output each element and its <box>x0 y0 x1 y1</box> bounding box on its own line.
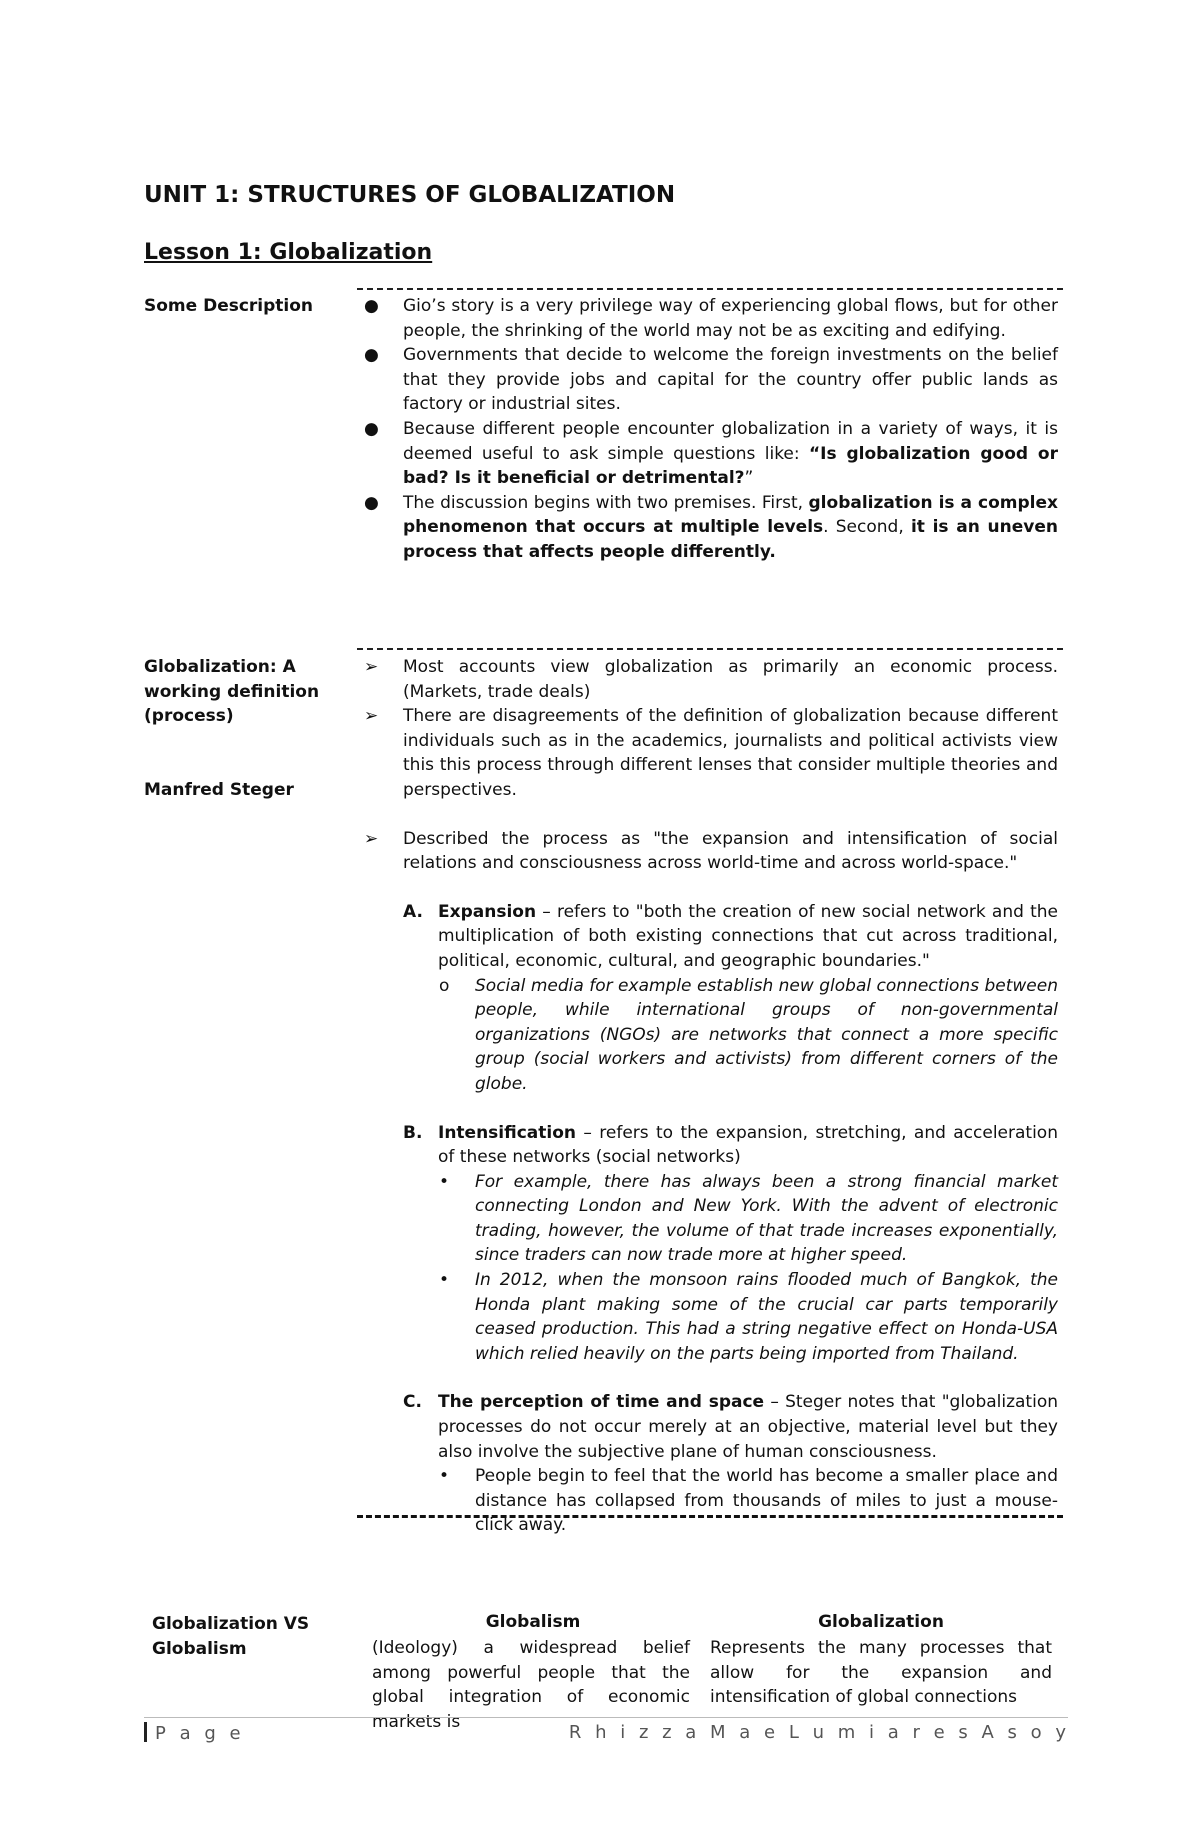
list-item: • For example, there has always been a strong financial market connecting London and New York. With the advent of electronic trading, however, the volume of that trade increases exponentially, since traders can now trade more at higher speed. <box>439 1171 1058 1266</box>
footer-rule <box>144 1717 1068 1718</box>
page-footer-author: R h i z z a M a e L u m i a r e s A s o y <box>568 1722 1070 1743</box>
globalization-definition: Represents the many processes that allow for the expansion and intensification of global connections <box>710 1638 1052 1707</box>
list-item: o Social media for example establish new global connections between people, while international groups of non-governmental organizations (NGOs) are networks that connect a more specific group (social workers and activists) from different corners of the globe. <box>439 975 1058 1094</box>
section2-side-label: Globalization: A working definition (process) <box>144 657 320 726</box>
list-item: ➢ Most accounts view globalization as primarily an economic process. (Markets, trade deals) <box>364 657 1058 702</box>
list-item: ● Gio’s story is a very privilege way of experiencing global flows, but for other people, the shrinking of the world may not be as exciting and edifying. <box>364 296 1058 341</box>
bullet-icon: • <box>439 1270 450 1291</box>
definition-item-intensification: B. Intensification – refers to the expansion, stretching, and acceleration of these networks (social networks) <box>403 1122 1058 1168</box>
section2-side-label-author: Manfred Steger <box>144 780 294 800</box>
list-item: • People begin to feel that the world has become a smaller place and distance has collapsed from thousands of miles to just a mouse-click away. <box>439 1466 1058 1536</box>
list-item: • In 2012, when the monsoon rains flooded much of Bangkok, the Honda plant making some of the crucial car parts temporarily ceased production. This had a string negative effect on Honda-USA which relied heavily on the parts being imported from Thailand. <box>439 1270 1058 1364</box>
section3-side-label: Globalization VS Globalism <box>152 1614 310 1659</box>
section-divider <box>357 648 1063 650</box>
column-header-globalism: Globalism <box>485 1612 581 1632</box>
footer-bar-icon <box>144 1722 147 1742</box>
definition-item-expansion: A. Expansion – refers to "both the creation of new social network and the multiplication of both existing connections that cut across traditional, political, economic, cultural, and geographic boundaries." <box>403 901 1058 971</box>
arrow-bullet-icon: ➢ <box>364 706 379 727</box>
bullet-icon: ● <box>364 418 379 439</box>
list-item: ➢ There are disagreements of the definition of globalization because different individuals such as in the academics, journalists and political activists view this this process through different lenses that consider multiple theories and perspectives. <box>364 706 1058 800</box>
column-header-globalization: Globalization <box>818 1612 944 1632</box>
page-footer-left: P a g e <box>144 1722 245 1744</box>
section-divider <box>357 1515 1063 1518</box>
unit-title: UNIT 1: STRUCTURES OF GLOBALIZATION <box>144 182 676 208</box>
definition-item-time-space: C. The perception of time and space – Steger notes that "globalization processes do not occur merely at an objective, material level but they also involve the subjective plane of human consciousness. <box>403 1392 1058 1462</box>
arrow-bullet-icon: ➢ <box>364 828 379 849</box>
list-item: ➢ Described the process as "the expansion and intensification of social relations and consciousness across world-time and across world-space." <box>364 828 1058 874</box>
lesson-title: Lesson 1: Globalization <box>144 240 433 265</box>
section1-content <box>360 294 1058 565</box>
list-item: ● Because different people encounter globalization in a variety of ways, it is deemed useful to ask simple questions like: “Is globalization good or bad? Is it beneficial or detrimental?” <box>364 418 1058 489</box>
bullet-icon: ● <box>364 492 379 513</box>
section2-content <box>360 655 1058 1538</box>
bullet-icon: • <box>439 1171 450 1192</box>
list-item: ● The discussion begins with two premises. First, globalization is a complex phenomenon that occurs at multiple levels. Second, it is an uneven process that affects people differently. <box>364 492 1058 562</box>
circle-bullet-icon: o <box>439 975 450 996</box>
arrow-bullet-icon: ➢ <box>364 657 379 677</box>
list-item: ● Governments that decide to welcome the foreign investments on the belief that they provide jobs and capital for the country offer public lands as factory or industrial sites. <box>364 345 1058 415</box>
bullet-icon: • <box>439 1466 450 1487</box>
globalism-definition: (Ideology) a widespread belief among powerful people that the global integration of economic markets is <box>372 1638 690 1732</box>
section-divider <box>357 288 1063 290</box>
bullet-icon: ● <box>364 345 379 366</box>
section1-side-label: Some Description <box>144 296 314 316</box>
bullet-icon: ● <box>364 296 379 316</box>
